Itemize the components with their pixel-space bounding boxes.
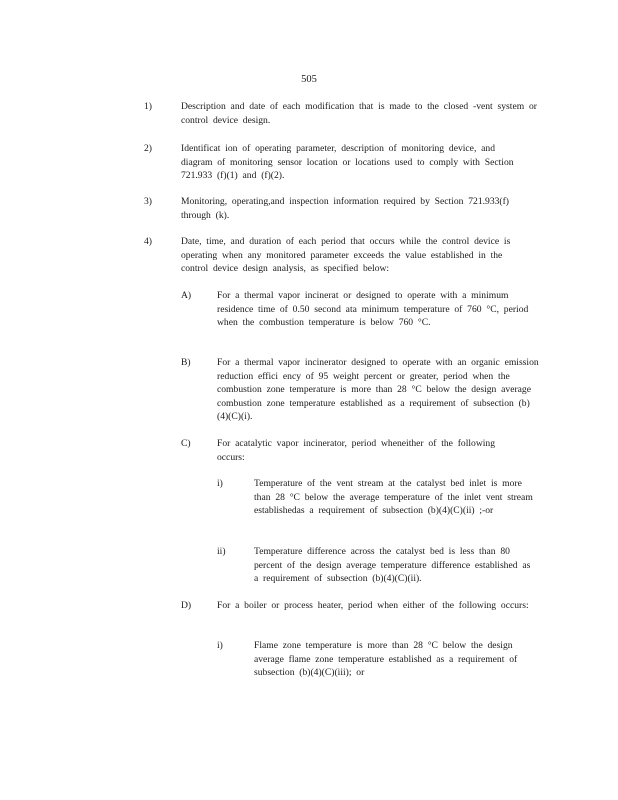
item-label: 1)	[144, 101, 152, 112]
item-label: 4)	[144, 236, 152, 247]
item-text: Flame zone temperature is more than 28 °C below the design average flame zone temperature established as a requirement of subsection (b)(4)(C)(iii); or	[254, 640, 518, 679]
item-label: C)	[181, 438, 191, 449]
item-label: i)	[217, 478, 223, 489]
item-label: D)	[181, 600, 192, 611]
item-label: ii)	[217, 546, 226, 557]
item-text: Identificat ion of operating parameter, description of monitoring device, and diagram of monitoring sensor location or locations used to comply with Section 721.933 (f)(1) and (f)(2).	[181, 143, 514, 182]
item-text: Description and date of each modification that is made to the closed -vent system or control device design.	[181, 101, 537, 126]
item-text: For a thermal vapor incinerat or designed to operate with a minimum residence time of 0.50 second ata minimum temperature of 760 °C, period when the combustion temperature is below 760 °C.	[217, 290, 529, 329]
item-text: Temperature of the vent stream at the catalyst bed inlet is more than 28 °C below the average temperature of the inlet vent stream establishedas a requirement of subsection (b)(4)(C)(ii) ;-or	[254, 478, 533, 517]
item-text: For a boiler or process heater, period when either of the following occurs:	[217, 600, 529, 611]
item-text: Date, time, and duration of each period that occurs while the control device is operating when any monitored parameter exceeds the value established in the control device design analysis, as specified below:	[181, 236, 511, 275]
item-text: Monitoring, operating,and inspection information required by Section 721.933(f) through (k).	[181, 196, 509, 221]
item-label: B)	[181, 357, 191, 368]
item-label: 3)	[144, 196, 152, 207]
item-label: i)	[217, 640, 223, 651]
item-text: Temperature difference across the catalyst bed is less than 80 percent of the design average temperature difference established as a requirement of subsection (b)(4)(C)(ii).	[254, 546, 531, 585]
item-label: 2)	[144, 143, 152, 154]
item-text: For acatalytic vapor incinerator, period wheneither of the following occurs:	[217, 438, 496, 463]
page-number: 505	[301, 74, 317, 85]
item-label: A)	[181, 290, 192, 301]
item-text: For a thermal vapor incinerator designed to operate with an organic emission reduction effici ency of 95 weight percent or greater, period when the combustion zone temperature is more than 28 °C below the design average combustion zone temperature established as a requirement of subsection (b)(4)(C)(i).	[217, 357, 539, 423]
